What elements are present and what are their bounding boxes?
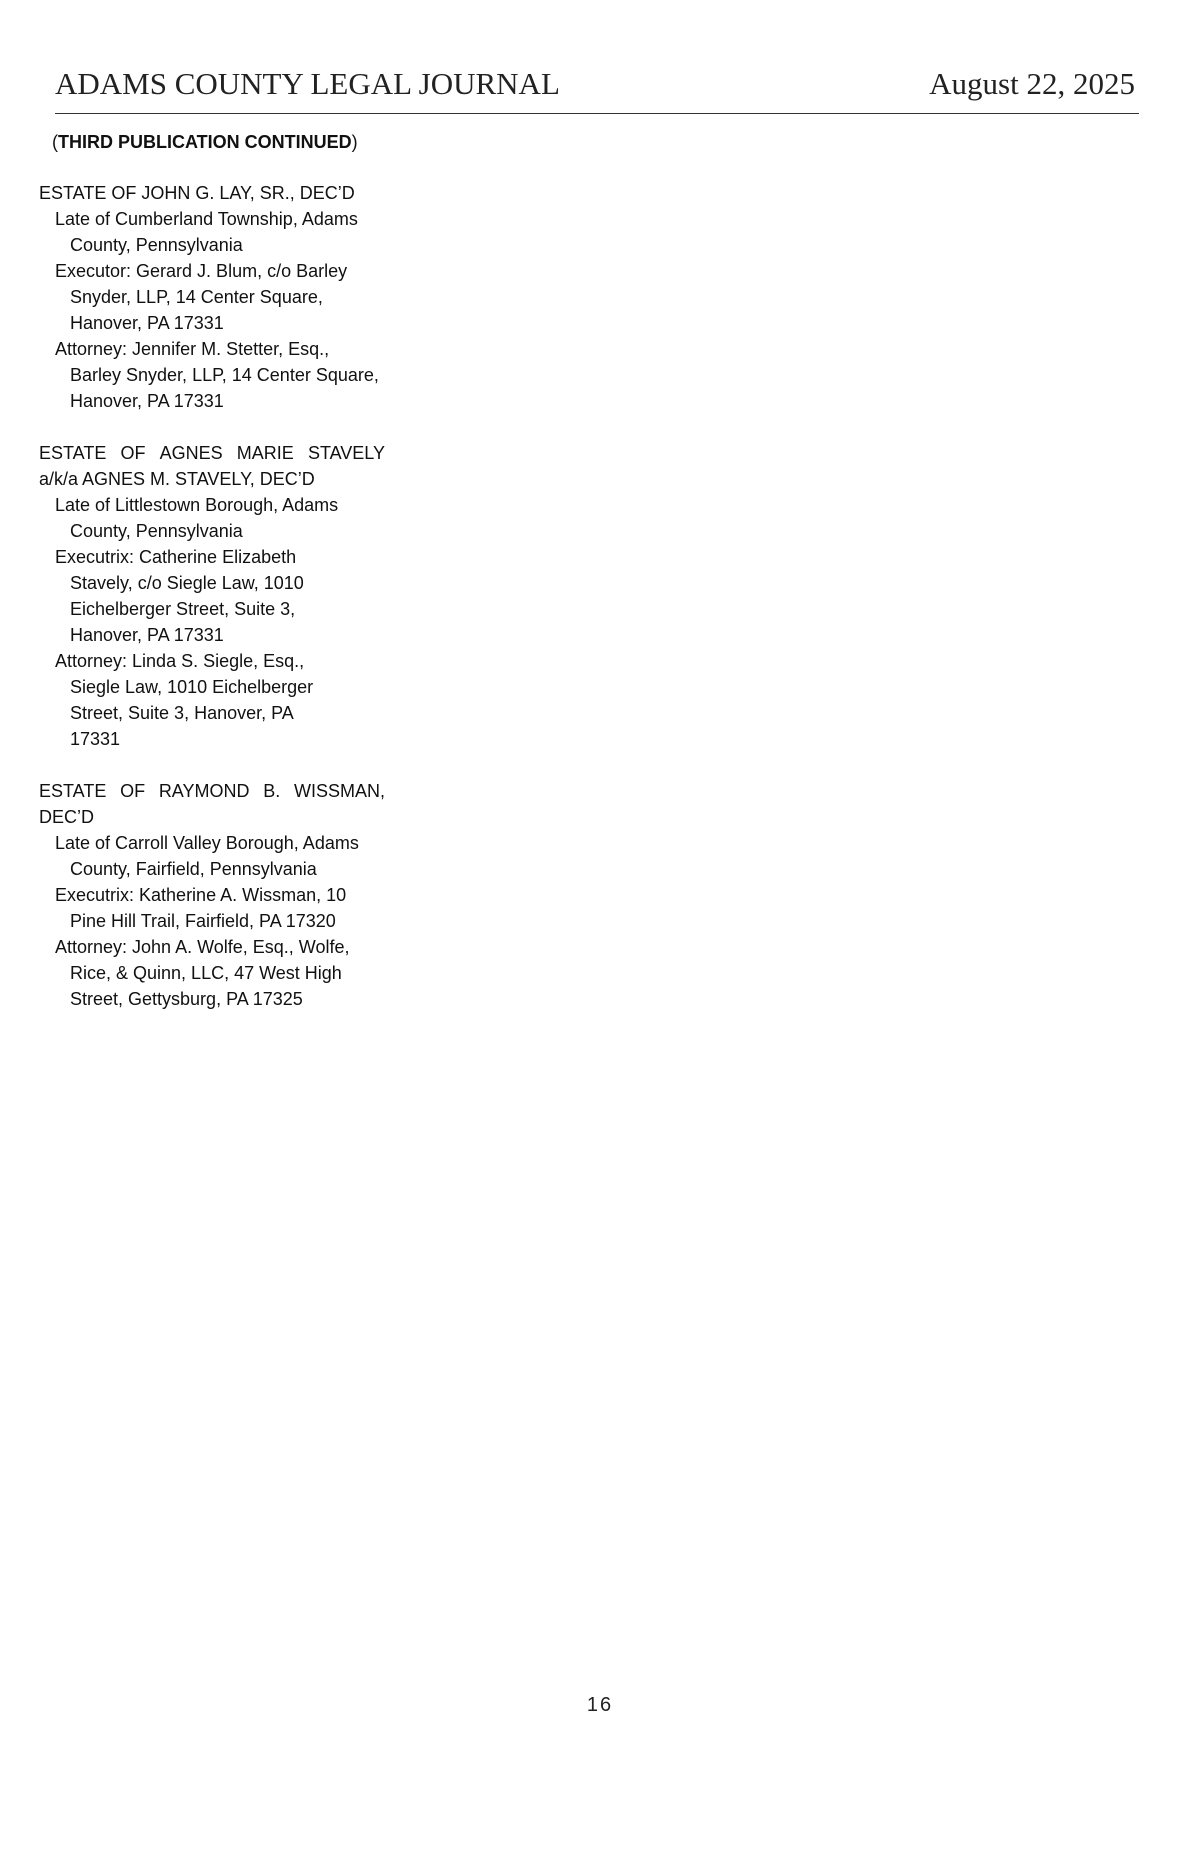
estate-detail-label-line: Executrix: Catherine Elizabeth: [55, 547, 297, 567]
estate-detail-continuation-line: County, Pennsylvania: [70, 235, 243, 255]
estate-detail-continuation-line: Rice, & Quinn, LLC, 47 West High: [70, 963, 342, 983]
estate-name-line: [39, 778, 385, 804]
estate-name-line: a/k/a AGNES M. STAVELY, DEC’D: [39, 469, 315, 489]
estate-detail-label-line: Attorney: Linda S. Siegle, Esq.,: [55, 651, 305, 671]
estate-detail-continuation-line: Eichelberger Street, Suite 3,: [70, 599, 296, 619]
estate-detail-label-line: Executrix: Katherine A. Wissman, 10: [55, 885, 347, 905]
estate-detail-label-line: Late of Littlestown Borough, Adams: [55, 495, 339, 515]
estate-detail-continuation-line: County, Fairfield, Pennsylvania: [70, 859, 317, 879]
estate-detail-label-line: Late of Cumberland Township, Adams: [55, 209, 358, 229]
estate-detail-continuation-line: Barley Snyder, LLP, 14 Center Square,: [70, 365, 379, 385]
estate-detail-label-line: Executor: Gerard J. Blum, c/o Barley: [55, 261, 348, 281]
estate-detail-continuation-line: Hanover, PA 17331: [70, 313, 224, 333]
estate-name-word: RAYMOND: [158, 781, 250, 801]
estate-detail-continuation-line: Snyder, LLP, 14 Center Square,: [70, 287, 323, 307]
estate-name-word: WISSMAN,: [293, 781, 385, 801]
estate-detail-continuation-line: Hanover, PA 17331: [70, 625, 224, 645]
estate-name-line: DEC’D: [39, 807, 95, 827]
estate-name-line: ESTATE OF JOHN G. LAY, SR., DEC’D: [39, 183, 355, 203]
section-close-paren: ): [351, 132, 358, 152]
page-number: 16: [586, 1694, 614, 1716]
estate-name-word: B.: [263, 781, 281, 801]
estate-detail-continuation-line: Siegle Law, 1010 Eichelberger: [70, 677, 314, 697]
issue-date: August 22, 2025: [929, 66, 1135, 101]
estate-notice: [39, 778, 389, 1012]
section-heading: [52, 131, 358, 153]
estate-name-word: AGNES: [159, 443, 223, 463]
estate-detail-label-line: Attorney: Jennifer M. Stetter, Esq.,: [55, 339, 330, 359]
estate-notice: [39, 180, 389, 414]
page-header: [55, 66, 1135, 102]
estate-detail-continuation-line: Pine Hill Trail, Fairfield, PA 17320: [70, 911, 336, 931]
estate-name-line: [39, 440, 385, 466]
estate-name-word: OF: [120, 781, 146, 801]
estate-name-word: ESTATE: [39, 781, 107, 801]
estate-detail-continuation-line: Hanover, PA 17331: [70, 391, 224, 411]
section-label: THIRD PUBLICATION CONTINUED: [58, 132, 352, 152]
estate-name-word: ESTATE: [39, 443, 107, 463]
estate-detail-label-line: Late of Carroll Valley Borough, Adams: [55, 833, 359, 853]
header-divider: [55, 113, 1139, 114]
estate-detail-continuation-line: County, Pennsylvania: [70, 521, 243, 541]
estate-detail-label-line: Attorney: John A. Wolfe, Esq., Wolfe,: [55, 937, 350, 957]
section-open-paren: (: [52, 132, 58, 152]
estate-name-word: OF: [120, 443, 146, 463]
estate-name-word: MARIE: [236, 443, 294, 463]
estate-notice: [39, 440, 389, 752]
estate-detail-continuation-line: Street, Gettysburg, PA 17325: [70, 989, 303, 1009]
estate-detail-continuation-line: Stavely, c/o Siegle Law, 1010: [70, 573, 304, 593]
estate-name-word: STAVELY: [307, 443, 385, 463]
journal-title: ADAMS COUNTY LEGAL JOURNAL: [55, 66, 560, 101]
estate-detail-continuation-line: 17331: [70, 729, 121, 749]
estate-detail-continuation-line: Street, Suite 3, Hanover, PA: [70, 703, 294, 723]
estate-notices-column: [39, 180, 389, 1038]
